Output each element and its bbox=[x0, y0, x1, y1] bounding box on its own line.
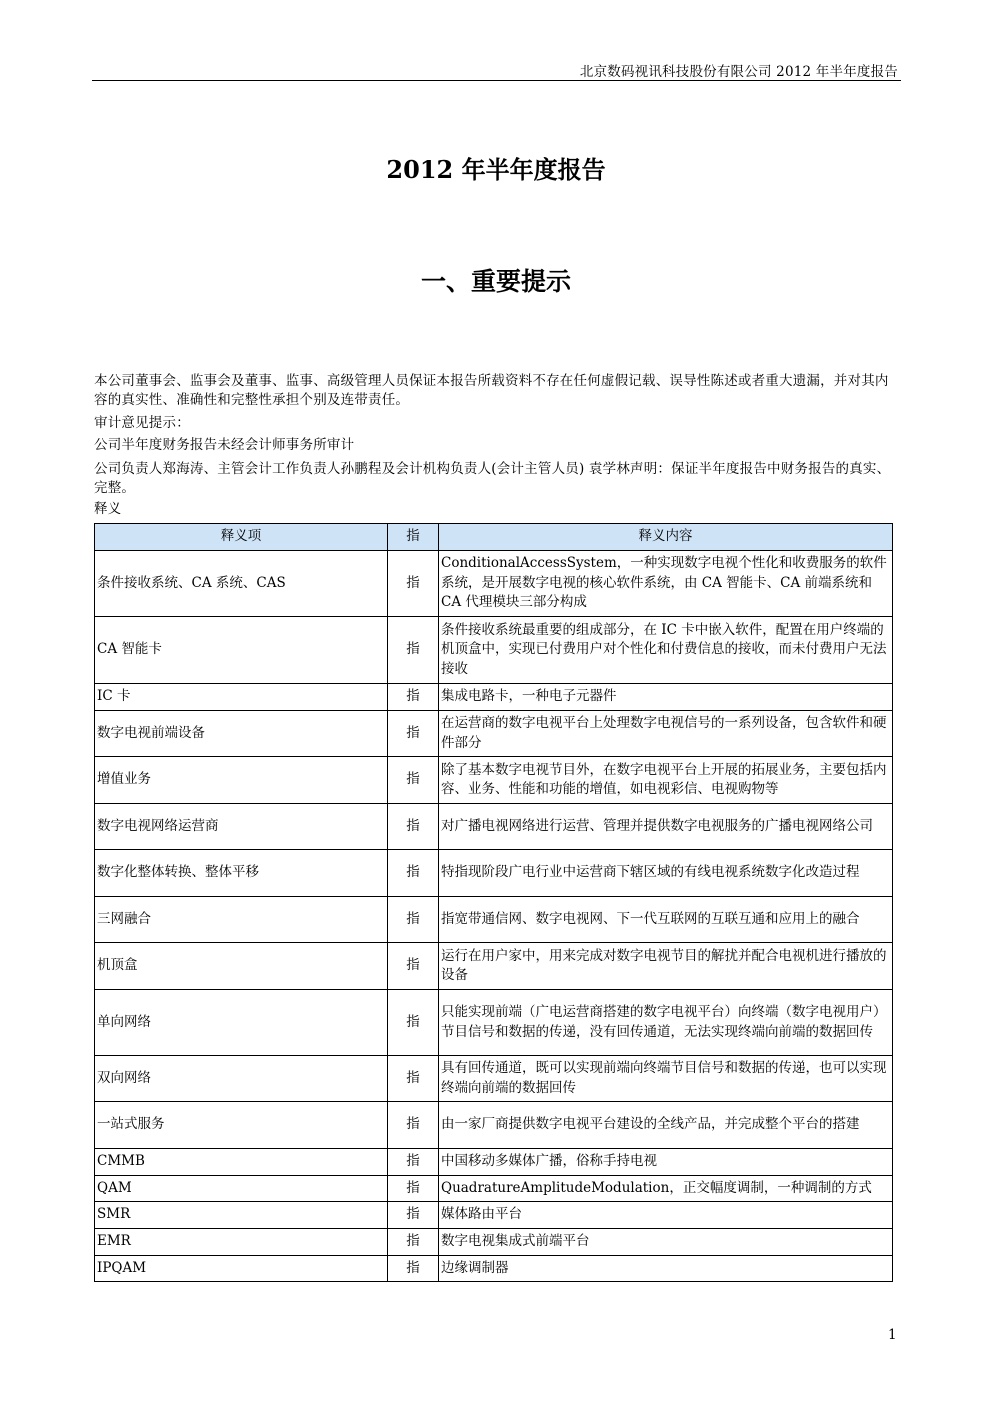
column-header-term: 释义项 bbox=[95, 524, 388, 551]
term-cell: 双向网络 bbox=[95, 1056, 388, 1102]
table-row bbox=[95, 1176, 893, 1202]
definition-cell: 在运营商的数字电视平台上处理数字电视信号的一系列设备，包含软件和硬件部分 bbox=[439, 711, 893, 757]
officers-declaration: 公司负责人郑海涛、主管会计工作负责人孙鹏程及会计机构负责人(会计主管人员) 袁学林声明：保证半年度报告中财务报告的真实、完整。 bbox=[94, 461, 891, 496]
zhi-cell: 指 bbox=[388, 1149, 439, 1176]
term-cell: 三网融合 bbox=[95, 897, 388, 943]
definition-cell: 边缘调制器 bbox=[439, 1256, 893, 1282]
audit-opinion-text: 公司半年度财务报告未经会计师事务所审计 bbox=[94, 437, 355, 453]
column-header-zhi: 指 bbox=[388, 524, 439, 551]
definition-cell: 运行在用户家中，用来完成对数字电视节目的解扰并配合电视机进行播放的设备 bbox=[439, 943, 893, 990]
table-row bbox=[95, 617, 893, 684]
table-row bbox=[95, 804, 893, 850]
definition-cell: 条件接收系统最重要的组成部分，在 IC 卡中嵌入软件，配置在用户终端的机顶盒中，实现已付费用户对个性化和付费信息的接收，而未付费用户无法接收 bbox=[439, 617, 893, 684]
term-cell: EMR bbox=[95, 1229, 388, 1256]
definition-cell: 由一家厂商提供数字电视平台建设的全线产品，并完成整个平台的搭建 bbox=[439, 1102, 893, 1149]
definitions-label: 释义 bbox=[94, 501, 122, 517]
zhi-cell: 指 bbox=[388, 684, 439, 711]
table-row bbox=[95, 1202, 893, 1229]
term-cell: 机顶盒 bbox=[95, 943, 388, 990]
definition-cell: 具有回传通道，既可以实现前端向终端节目信号和数据的传递，也可以实现终端向前端的数据回传 bbox=[439, 1056, 893, 1102]
zhi-cell: 指 bbox=[388, 990, 439, 1056]
definition-cell: QuadratureAmplitudeModulation，正交幅度调制，一种调制的方式 bbox=[439, 1176, 893, 1202]
table-row bbox=[95, 943, 893, 990]
zhi-cell: 指 bbox=[388, 757, 439, 804]
table-row bbox=[95, 990, 893, 1056]
definition-cell: 数字电视集成式前端平台 bbox=[439, 1229, 893, 1256]
table-row bbox=[95, 684, 893, 711]
term-cell: 单向网络 bbox=[95, 990, 388, 1056]
term-cell: QAM bbox=[95, 1176, 388, 1202]
definitions-table bbox=[94, 523, 893, 1282]
term-cell: CMMB bbox=[95, 1149, 388, 1176]
zhi-cell: 指 bbox=[388, 1056, 439, 1102]
table-row bbox=[95, 551, 893, 617]
table-row bbox=[95, 1229, 893, 1256]
definition-cell: 指宽带通信网、数字电视网、下一代互联网的互联互通和应用上的融合 bbox=[439, 897, 893, 943]
page-number: 1 bbox=[888, 1327, 897, 1343]
term-cell: 数字化整体转换、整体平移 bbox=[95, 850, 388, 897]
table-row bbox=[95, 1056, 893, 1102]
term-cell: 条件接收系统、CA 系统、CAS bbox=[95, 551, 388, 617]
zhi-cell: 指 bbox=[388, 551, 439, 617]
definition-cell: 只能实现前端（广电运营商搭建的数字电视平台）向终端（数字电视用户）节目信号和数据的传递，没有回传通道，无法实现终端向前端的数据回传 bbox=[439, 990, 893, 1056]
term-cell: CA 智能卡 bbox=[95, 617, 388, 684]
responsibility-statement: 本公司董事会、监事会及董事、监事、高级管理人员保证本报告所载资料不存在任何虚假记载、误导性陈述或者重大遗漏，并对其内容的真实性、准确性和完整性承担个别及连带责任。 bbox=[94, 373, 889, 408]
term-cell: 一站式服务 bbox=[95, 1102, 388, 1149]
zhi-cell: 指 bbox=[388, 943, 439, 990]
zhi-cell: 指 bbox=[388, 617, 439, 684]
term-cell: 增值业务 bbox=[95, 757, 388, 804]
table-row bbox=[95, 1149, 893, 1176]
table-header-row bbox=[95, 524, 893, 551]
definition-cell: 媒体路由平台 bbox=[439, 1202, 893, 1229]
running-header: 北京数码视讯科技股份有限公司 2012 年半年度报告 bbox=[579, 64, 898, 80]
audit-opinion-label: 审计意见提示： bbox=[94, 415, 190, 431]
zhi-cell: 指 bbox=[388, 1229, 439, 1256]
term-cell: SMR bbox=[95, 1202, 388, 1229]
definition-cell: 对广播电视网络进行运营、管理并提供数字电视服务的广播电视网络公司 bbox=[439, 804, 893, 850]
term-cell: IC 卡 bbox=[95, 684, 388, 711]
zhi-cell: 指 bbox=[388, 1202, 439, 1229]
zhi-cell: 指 bbox=[388, 711, 439, 757]
definition-cell: ConditionalAccessSystem，一种实现数字电视个性化和收费服务的软件系统，是开展数字电视的核心软件系统，由 CA 智能卡、CA 前端系统和 CA 代理模块三部分构成 bbox=[439, 551, 893, 617]
zhi-cell: 指 bbox=[388, 804, 439, 850]
zhi-cell: 指 bbox=[388, 1176, 439, 1202]
table-row bbox=[95, 897, 893, 943]
table-row bbox=[95, 1102, 893, 1149]
definition-cell: 中国移动多媒体广播，俗称手持电视 bbox=[439, 1149, 893, 1176]
section-title: 一、重要提示 bbox=[420, 267, 571, 296]
zhi-cell: 指 bbox=[388, 1256, 439, 1282]
zhi-cell: 指 bbox=[388, 897, 439, 943]
zhi-cell: 指 bbox=[388, 850, 439, 897]
table-row bbox=[95, 757, 893, 804]
zhi-cell: 指 bbox=[388, 1102, 439, 1149]
term-cell: IPQAM bbox=[95, 1256, 388, 1282]
definition-cell: 集成电路卡，一种电子元器件 bbox=[439, 684, 893, 711]
header-divider bbox=[92, 80, 901, 81]
document-title: 2012 年半年度报告 bbox=[386, 155, 606, 184]
table-row bbox=[95, 1256, 893, 1282]
column-header-definition: 释义内容 bbox=[439, 524, 893, 551]
term-cell: 数字电视前端设备 bbox=[95, 711, 388, 757]
table-row bbox=[95, 711, 893, 757]
definition-cell: 除了基本数字电视节目外，在数字电视平台上开展的拓展业务，主要包括内容、业务、性能和功能的增值，如电视彩信、电视购物等 bbox=[439, 757, 893, 804]
term-cell: 数字电视网络运营商 bbox=[95, 804, 388, 850]
table-row bbox=[95, 850, 893, 897]
definition-cell: 特指现阶段广电行业中运营商下辖区域的有线电视系统数字化改造过程 bbox=[439, 850, 893, 897]
